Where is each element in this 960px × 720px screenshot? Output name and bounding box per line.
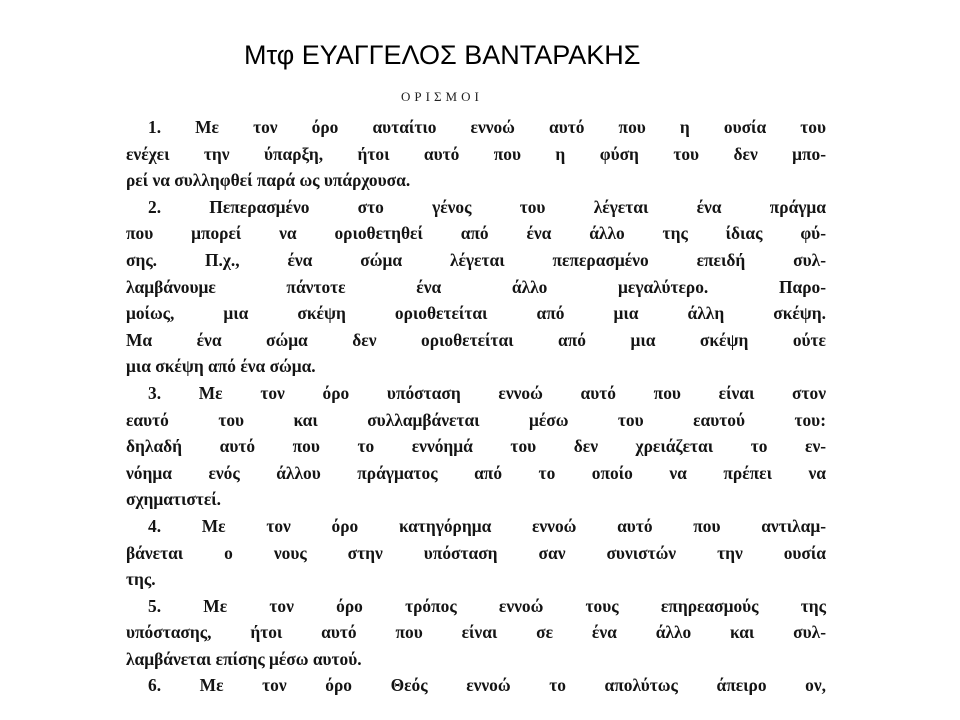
text-line: νόημα ενός άλλου πράγματος από το οποίο να πρέπει να (126, 462, 826, 483)
text-line: λαμβάνεται επίσης μέσω αυτού. (126, 648, 362, 669)
text-line: 6. Με τον όρο Θεός εννοώ το απολύτως άπειρο ον, (148, 675, 826, 696)
text-line: 5. Με τον όρο τρόπος εννοώ τους επηρεασμούς της (148, 595, 826, 616)
text-line: σχηματιστεί. (126, 489, 221, 510)
text-line: βάνεται ο νους στην υπόσταση σαν συνιστών την ουσία (126, 542, 826, 563)
section-heading: ΟΡΙΣΜΟΙ (401, 89, 483, 104)
definitions-text (126, 114, 826, 699)
text-line: ενέχει την ύπαρξη, ήτοι αυτό που η φύση του δεν μπο- (126, 143, 826, 164)
slide-title: Μτφ ΕΥΑΓΓΕΛΟΣ ΒΑΝΤΑΡΑΚΗΣ (244, 40, 641, 70)
text-line: 3. Με τον όρο υπόσταση εννοώ αυτό που είναι στον (148, 382, 826, 403)
text-line: λαμβάνουμε πάντοτε ένα άλλο μεγαλύτερο. Παρο- (126, 276, 826, 297)
text-line: Μα ένα σώμα δεν οριοθετείται από μια σκέψη ούτε (126, 329, 826, 350)
text-line: υπόστασης, ήτοι αυτό που είναι σε ένα άλλο και συλ- (126, 622, 826, 643)
text-line: 1. Με τον όρο αυταίτιο εννοώ αυτό που η ουσία του (148, 117, 826, 137)
text-line: 4. Με τον όρο κατηγόρημα εννοώ αυτό που αντιλαμ- (148, 515, 826, 536)
text-line: δηλαδή αυτό που το εννόημά του δεν χρειάζεται το εν- (126, 436, 826, 457)
text-line: μια σκέψη από ένα σώμα. (126, 356, 316, 377)
text-line: που μπορεί να οριοθετηθεί από ένα άλλο της ίδιας φύ- (126, 223, 826, 244)
text-line: σης. Π.χ., ένα σώμα λέγεται πεπερασμένο επειδή συλ- (126, 249, 826, 270)
text-line: μοίως, μια σκέψη οριοθετείται από μια άλλη σκέψη. (126, 303, 826, 324)
text-line: της. (126, 569, 156, 590)
text-line: ρεί να συλληφθεί παρά ως υπάρχουσα. (126, 170, 411, 191)
text-line: 2. Πεπερασμένο στο γένος του λέγεται ένα πράγμα (148, 196, 826, 217)
text-line: εαυτό του και συλλαμβάνεται μέσω του εαυτού του: (126, 409, 826, 430)
